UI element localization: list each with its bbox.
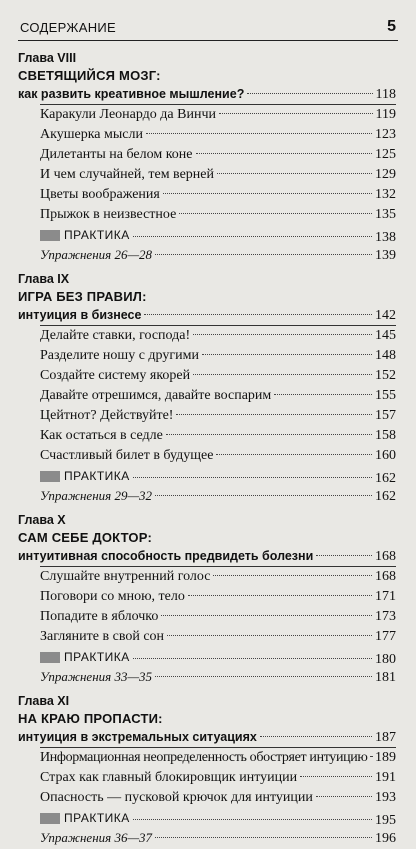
leader-dots bbox=[202, 354, 372, 355]
toc-entry-page: 152 bbox=[375, 368, 396, 383]
toc-entry-page: 171 bbox=[375, 589, 396, 604]
toc-entry[interactable] bbox=[18, 326, 396, 346]
toc-entry-page: 189 bbox=[375, 750, 396, 765]
toc-entry-page: 125 bbox=[375, 147, 396, 162]
toc-entry[interactable] bbox=[18, 748, 396, 768]
toc-entry-label: Страх как главный блокировщик интуиции bbox=[40, 770, 298, 785]
toc-entry-page: 132 bbox=[375, 187, 396, 202]
running-title: СОДЕРЖАНИЕ bbox=[20, 19, 117, 35]
leader-dots bbox=[274, 394, 372, 395]
practice-label: ПРАКТИКА bbox=[64, 650, 130, 664]
leader-dots bbox=[370, 756, 372, 757]
chapter-subtitle[interactable] bbox=[18, 546, 396, 566]
toc-entry[interactable] bbox=[18, 366, 396, 386]
exercises-entry-page: 162 bbox=[375, 489, 396, 504]
practice-entry-page: 138 bbox=[375, 229, 396, 245]
chapter-title: ИГРА БЕЗ ПРАВИЛ: bbox=[18, 289, 147, 304]
chapter-subtitle-label: интуиция в бизнесе bbox=[18, 308, 142, 322]
chapter-number: Глава VIII bbox=[18, 51, 77, 65]
leader-dots bbox=[179, 213, 372, 214]
exercises-entry-label: Упражнения 33—35 bbox=[40, 669, 152, 684]
leader-dots bbox=[216, 454, 372, 455]
leader-dots bbox=[155, 676, 372, 677]
toc-entry-page: 129 bbox=[375, 167, 396, 182]
header-rule bbox=[18, 40, 398, 41]
practice-entry-label bbox=[40, 225, 130, 245]
leader-dots bbox=[146, 133, 372, 134]
leader-dots bbox=[188, 595, 372, 596]
leader-dots bbox=[196, 153, 373, 154]
table-of-contents bbox=[18, 44, 396, 848]
toc-entry-label: Делайте ставки, господа! bbox=[40, 328, 191, 343]
toc-entry[interactable] bbox=[18, 145, 396, 165]
toc-entry[interactable] bbox=[18, 768, 396, 788]
leader-dots bbox=[247, 93, 372, 94]
leader-dots bbox=[163, 193, 372, 194]
leader-dots bbox=[155, 495, 372, 496]
exercises-entry-label: Упражнения 29—32 bbox=[40, 488, 152, 503]
leader-dots bbox=[155, 254, 372, 255]
practice-entry-label bbox=[40, 808, 130, 828]
toc-entry-page: 135 bbox=[375, 207, 396, 222]
toc-entry-page: 119 bbox=[375, 107, 396, 122]
toc-entry-page: 158 bbox=[375, 428, 396, 443]
page-number: 5 bbox=[387, 18, 396, 35]
toc-entry[interactable] bbox=[18, 446, 396, 466]
exercises-entry[interactable] bbox=[18, 828, 396, 848]
leader-dots bbox=[166, 434, 372, 435]
toc-entry[interactable] bbox=[18, 205, 396, 225]
practice-marker-icon bbox=[40, 813, 60, 824]
practice-entry[interactable] bbox=[18, 647, 396, 667]
leader-dots bbox=[176, 414, 372, 415]
chapter-subtitle-page: 168 bbox=[375, 549, 396, 564]
chapter-title: НА КРАЮ ПРОПАСТИ: bbox=[18, 711, 163, 726]
leader-dots bbox=[300, 776, 372, 777]
toc-entry[interactable] bbox=[18, 426, 396, 446]
chapter-block bbox=[18, 50, 396, 265]
toc-entry[interactable] bbox=[18, 627, 396, 647]
leader-dots bbox=[133, 236, 372, 237]
toc-entry-label: Прыжок в неизвестное bbox=[40, 207, 177, 222]
leader-dots bbox=[193, 334, 372, 335]
toc-entry-label: Разделите ношу с другими bbox=[40, 348, 199, 363]
leader-dots bbox=[144, 314, 372, 315]
chapter-subtitle-label: интуиция в экстремальных ситуациях bbox=[18, 730, 257, 744]
chapter-subtitle[interactable] bbox=[18, 305, 396, 325]
toc-entry-label: Цейтнот? Действуйте! bbox=[40, 408, 174, 423]
practice-entry-label bbox=[40, 466, 130, 486]
leader-dots bbox=[219, 113, 373, 114]
toc-entry-label: Слушайте внутренний голос bbox=[40, 569, 211, 584]
chapter-subtitle-page: 118 bbox=[375, 87, 396, 102]
toc-entry-page: 191 bbox=[375, 770, 396, 785]
practice-entry-page: 180 bbox=[375, 651, 396, 667]
toc-entry[interactable] bbox=[18, 386, 396, 406]
practice-label: ПРАКТИКА bbox=[64, 811, 130, 825]
toc-entry-page: 157 bbox=[375, 408, 396, 423]
toc-entry-page: 160 bbox=[375, 448, 396, 463]
practice-entry[interactable] bbox=[18, 466, 396, 486]
exercises-entry-label: Упражнения 36—37 bbox=[40, 830, 152, 845]
chapter-title: СВЕТЯЩИЙСЯ МОЗГ: bbox=[18, 68, 161, 83]
toc-entry-label: Опасность — пусковой крючок для интуиции bbox=[40, 790, 313, 805]
toc-entry[interactable] bbox=[18, 125, 396, 145]
leader-dots bbox=[217, 173, 372, 174]
toc-entry-page: 148 bbox=[375, 348, 396, 363]
leader-dots bbox=[161, 615, 372, 616]
toc-entry-page: 173 bbox=[375, 609, 396, 624]
toc-entry[interactable] bbox=[18, 185, 396, 205]
toc-entry-page: 177 bbox=[375, 629, 396, 644]
chapter-title: САМ СЕБЕ ДОКТОР: bbox=[18, 530, 152, 545]
toc-entry-label: Загляните в свой сон bbox=[40, 629, 165, 644]
toc-entry-label: Попадите в яблочко bbox=[40, 609, 159, 624]
practice-marker-icon bbox=[40, 652, 60, 663]
toc-entry-label: Информационная неопределенность обостряет интуицию bbox=[40, 750, 368, 765]
toc-entry-label: Акушерка мысли bbox=[40, 127, 143, 142]
practice-label: ПРАКТИКА bbox=[64, 469, 130, 483]
toc-entry[interactable] bbox=[18, 346, 396, 366]
exercises-entry[interactable] bbox=[18, 667, 396, 687]
toc-entry-page: 145 bbox=[375, 328, 396, 343]
toc-entry-label: Поговори со мною, тело bbox=[40, 589, 185, 604]
chapter-number: Глава IX bbox=[18, 272, 70, 286]
leader-dots bbox=[193, 374, 372, 375]
chapter-number: Глава XI bbox=[18, 694, 70, 708]
practice-entry[interactable] bbox=[18, 225, 396, 245]
toc-entry-label: Дилетанты на белом коне bbox=[40, 147, 193, 162]
leader-dots bbox=[260, 736, 372, 737]
toc-entry-label: И чем случайней, тем верней bbox=[40, 167, 215, 182]
toc-entry-label: Каракули Леонардо да Винчи bbox=[40, 107, 216, 122]
toc-entry[interactable] bbox=[18, 788, 396, 808]
chapter-block bbox=[18, 693, 396, 848]
leader-dots bbox=[155, 837, 372, 838]
practice-entry[interactable] bbox=[18, 808, 396, 828]
toc-entry[interactable] bbox=[18, 607, 396, 627]
running-head bbox=[20, 16, 396, 38]
chapter-subtitle[interactable] bbox=[18, 84, 396, 104]
chapter-block bbox=[18, 512, 396, 687]
toc-entry-page: 123 bbox=[375, 127, 396, 142]
exercises-entry-label: Упражнения 26—28 bbox=[40, 247, 152, 262]
chapter-subtitle-label: интуитивная способность предвидеть болезни bbox=[18, 549, 314, 563]
chapter-number: Глава X bbox=[18, 513, 66, 527]
leader-dots bbox=[316, 796, 372, 797]
toc-entry-page: 193 bbox=[375, 790, 396, 805]
toc-entry-label: Как остаться в седле bbox=[40, 428, 163, 443]
toc-entry[interactable] bbox=[18, 406, 396, 426]
leader-dots bbox=[316, 555, 372, 556]
toc-entry[interactable] bbox=[18, 587, 396, 607]
chapter-subtitle[interactable] bbox=[18, 727, 396, 747]
toc-entry-label: Цветы воображения bbox=[40, 187, 160, 202]
exercises-entry-page: 139 bbox=[375, 248, 396, 263]
practice-marker-icon bbox=[40, 230, 60, 241]
exercises-entry[interactable] bbox=[18, 245, 396, 265]
leader-dots bbox=[133, 658, 372, 659]
practice-marker-icon bbox=[40, 471, 60, 482]
chapter-subtitle-label: как развить креативное мышление? bbox=[18, 87, 245, 101]
toc-entry-label: Давайте отрешимся, давайте воспарим bbox=[40, 388, 272, 403]
exercises-entry-page: 196 bbox=[375, 831, 396, 846]
chapter-block bbox=[18, 271, 396, 506]
practice-entry-page: 195 bbox=[375, 812, 396, 828]
toc-entry[interactable] bbox=[18, 165, 396, 185]
leader-dots bbox=[167, 635, 372, 636]
leader-dots bbox=[213, 575, 372, 576]
toc-entry-label: Создайте систему якорей bbox=[40, 368, 191, 383]
practice-entry-page: 162 bbox=[375, 470, 396, 486]
exercises-entry-page: 181 bbox=[375, 670, 396, 685]
practice-entry-label bbox=[40, 647, 130, 667]
chapter-subtitle-page: 142 bbox=[375, 308, 396, 323]
leader-dots bbox=[133, 477, 372, 478]
leader-dots bbox=[133, 819, 372, 820]
toc-entry[interactable] bbox=[18, 567, 396, 587]
toc-entry-page: 168 bbox=[375, 569, 396, 584]
practice-label: ПРАКТИКА bbox=[64, 228, 130, 242]
toc-entry-page: 155 bbox=[375, 388, 396, 403]
exercises-entry[interactable] bbox=[18, 486, 396, 506]
chapter-subtitle-page: 187 bbox=[375, 730, 396, 745]
toc-entry[interactable] bbox=[18, 105, 396, 125]
toc-entry-label: Счастливый билет в будущее bbox=[40, 448, 214, 463]
